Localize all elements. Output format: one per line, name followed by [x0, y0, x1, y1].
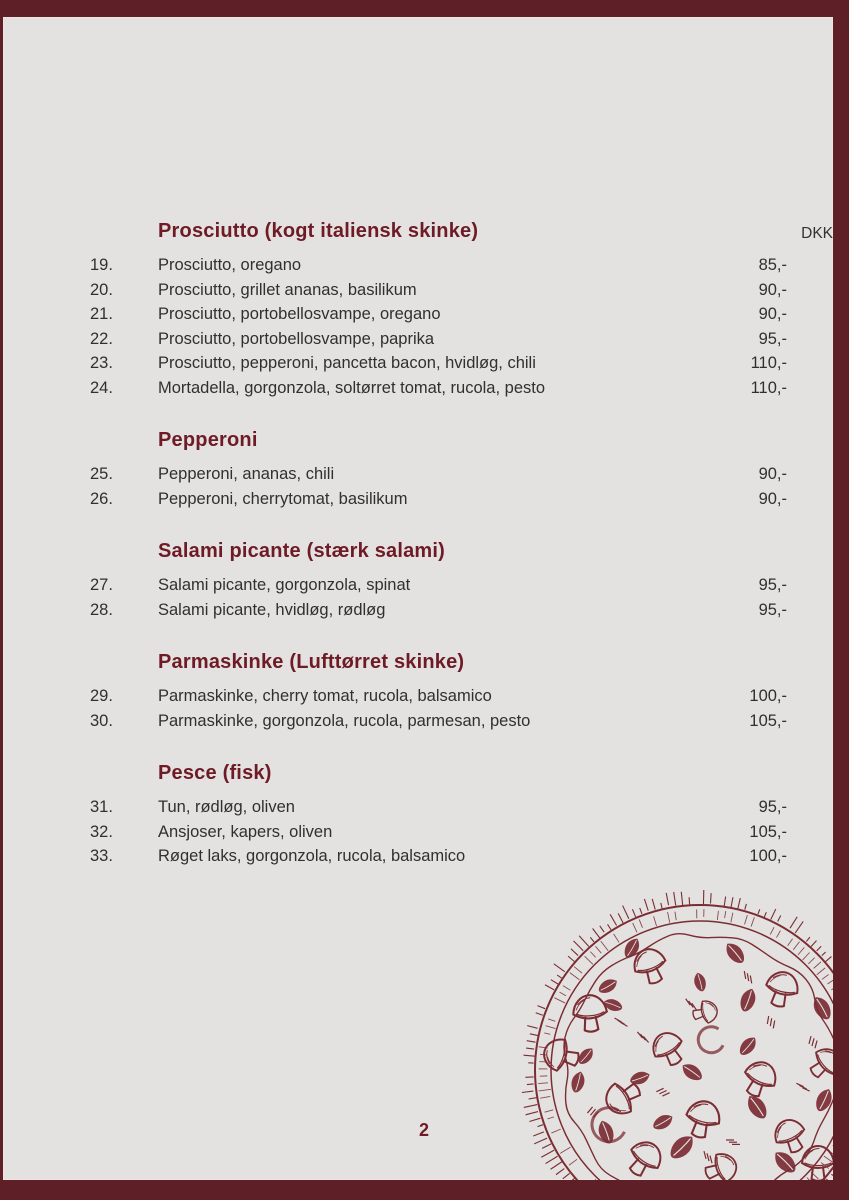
texture-hatch: [587, 1107, 592, 1113]
texture-hatch: [809, 1036, 811, 1044]
crust-hatch-stroke: [590, 952, 595, 958]
crust-fringe-stroke: [764, 912, 766, 917]
menu-item-row: [90, 709, 787, 734]
crust-fringe-stroke: [533, 1132, 544, 1136]
item-number: 19.: [90, 256, 113, 274]
crust-fringe-stroke: [522, 1091, 533, 1092]
menu-item-row: [90, 302, 787, 327]
crust-hatch-stroke: [585, 956, 593, 964]
crust-hatch-stroke: [574, 967, 582, 974]
texture-hatch: [662, 1093, 669, 1096]
crust-fringe-stroke: [771, 909, 776, 920]
item-price: 90,-: [758, 465, 787, 483]
pizza-illustration: [513, 890, 833, 1180]
section-title: Salami picante (stærk salami): [158, 540, 446, 562]
texture-hatch: [659, 1091, 666, 1094]
crust-hatch-stroke: [788, 939, 793, 946]
crust-hatch-stroke: [560, 992, 566, 996]
crust-hatch-stroke: [601, 941, 608, 951]
mushroom-shape: [690, 998, 719, 1026]
item-price: 110,-: [750, 378, 787, 397]
crust-fringe-stroke: [674, 892, 676, 905]
crust-hatch-stroke: [570, 973, 580, 980]
item-number: 27.: [90, 576, 113, 594]
crust-fringe-stroke: [822, 952, 826, 956]
crust-hatch-stroke: [633, 923, 637, 932]
crust-fringe-stroke: [537, 1006, 545, 1009]
currency-label: DKK: [801, 225, 833, 242]
menu-item-row: [90, 844, 787, 869]
crust-hatch-stroke: [560, 1147, 570, 1153]
crust-hatch-stroke: [538, 1083, 548, 1084]
item-number: 26.: [90, 489, 113, 508]
texture-hatch: [747, 973, 748, 981]
mushroom-shape: [770, 1115, 812, 1158]
item-number: 25.: [90, 465, 113, 483]
texture-hatch: [750, 975, 751, 983]
item-number: 31.: [90, 798, 113, 816]
sauce-edge-path: [564, 934, 833, 1180]
crust-fringe-stroke: [608, 924, 612, 930]
texture-hatch: [812, 1038, 814, 1046]
crust-fringe-stroke: [610, 914, 616, 925]
item-price: 105,-: [749, 711, 787, 730]
crust-hatch-stroke: [569, 1159, 577, 1165]
crust-fringe-stroke: [526, 1048, 534, 1049]
page-number: 2: [418, 1120, 430, 1140]
menu-section: [90, 652, 787, 733]
texture-hatch: [656, 1088, 663, 1091]
menu-section: [90, 430, 787, 511]
crust-fringe-stroke: [546, 1156, 558, 1163]
item-name: Mortadella, gorgonzola, soltørret tomat, rucola, pesto: [158, 378, 546, 397]
crust-fringe-stroke: [666, 893, 668, 905]
crust-fringe-stroke: [537, 1125, 542, 1127]
basil-leaf-shape: [737, 986, 758, 1013]
item-number: 30.: [90, 711, 113, 730]
crust-hatch-stroke: [539, 1089, 551, 1091]
menu-item-row: [90, 573, 787, 598]
basil-leaf-shape: [722, 939, 748, 966]
item-name: Røget laks, gorgonzola, rucola, balsamico: [158, 847, 466, 865]
crust-fringe-stroke: [541, 1150, 554, 1157]
crust-fringe-stroke: [623, 906, 629, 919]
menu-item-row: [90, 327, 787, 352]
menu-section: [90, 763, 787, 869]
menu-item-row: [90, 820, 787, 845]
crust-fringe-stroke: [652, 899, 655, 910]
crust-fringe-stroke: [640, 908, 642, 914]
crust-fringe-stroke: [811, 941, 816, 947]
item-price: 85,-: [758, 256, 787, 274]
crust-fringe-stroke: [524, 1105, 538, 1108]
mushroom-shape: [762, 968, 802, 1010]
crust-fringe-stroke: [731, 897, 733, 907]
item-name: Salami picante, gorgonzola, spinat: [158, 576, 411, 594]
crust-fringe-stroke: [831, 1174, 833, 1180]
crust-fringe-stroke: [536, 1013, 543, 1015]
basil-leaf-shape: [679, 1060, 705, 1084]
crust-fringe-stroke: [795, 921, 803, 933]
crust-fringe-stroke: [593, 929, 600, 939]
crust-hatch-stroke: [803, 952, 810, 960]
crust-hatch-stroke: [588, 1179, 596, 1180]
crust-fringe-stroke: [745, 904, 747, 910]
crust-fringe-stroke: [527, 1026, 537, 1029]
item-name: Tun, rødløg, oliven: [158, 798, 295, 816]
item-number: 24.: [90, 378, 113, 397]
item-number: 32.: [90, 822, 113, 841]
crust-fringe-stroke: [571, 949, 578, 956]
mushroom-shape: [804, 1043, 833, 1085]
crust-fringe-stroke: [530, 1034, 538, 1036]
crust-hatch-stroke: [614, 934, 619, 943]
crust-hatch-stroke: [822, 975, 829, 980]
crust-hatch-stroke: [745, 915, 748, 924]
crust-fringe-stroke: [570, 1178, 574, 1180]
crust-fringe-stroke: [790, 917, 797, 928]
item-price: 95,-: [758, 329, 787, 348]
item-number: 22.: [90, 329, 113, 348]
mushroom-shape: [738, 1057, 782, 1102]
crust-fringe-stroke: [590, 937, 594, 942]
item-price: 105,-: [749, 822, 787, 841]
crust-fringe-stroke: [661, 903, 662, 909]
texture-hatch: [815, 1041, 817, 1049]
item-name: Ansjoser, kapers, oliven: [158, 822, 333, 841]
crust-fringe-stroke: [568, 956, 574, 962]
crust-fringe-stroke: [551, 980, 559, 985]
item-price: 95,-: [758, 576, 787, 594]
crust-fringe-stroke: [551, 1162, 563, 1170]
texture-hatch: [707, 1153, 709, 1161]
texture-hatch: [621, 1022, 628, 1026]
menu-item-row: [90, 795, 787, 820]
menu-item-row: [90, 598, 787, 623]
crust-fringe-stroke: [526, 1112, 538, 1115]
crust-fringe-stroke: [826, 1179, 833, 1180]
menu-item-row: [90, 462, 787, 487]
crust-hatch-stroke: [563, 986, 571, 991]
item-name: Prosciutto, portobellosvampe, paprika: [158, 329, 435, 348]
crust-hatch-stroke: [725, 911, 726, 918]
item-name: Prosciutto, oregano: [158, 256, 302, 274]
item-price: 90,-: [758, 305, 787, 323]
section-title: Prosciutto (kogt italiensk skinke): [158, 220, 479, 242]
crust-fringe-stroke: [806, 937, 810, 941]
crust-fringe-stroke: [545, 985, 554, 990]
menu-item-row: [90, 253, 787, 278]
item-name: Prosciutto, pepperoni, pancetta bacon, hvidløg, chili: [158, 354, 536, 372]
crust-fringe-stroke: [710, 893, 711, 903]
menu-sections: [90, 221, 787, 869]
crust-hatch-stroke: [831, 985, 833, 989]
crust-hatch-stroke: [595, 946, 601, 953]
item-price: 110,-: [750, 354, 787, 372]
crust-hatch-stroke: [770, 927, 774, 934]
section-title: Pepperoni: [158, 429, 258, 451]
crust-fringe-stroke: [825, 957, 831, 962]
crust-fringe-stroke: [556, 1169, 564, 1175]
texture-hatch: [704, 1151, 706, 1159]
menu-item-row: [90, 684, 787, 709]
menu-page: [3, 17, 833, 1180]
crust-fringe-stroke: [817, 946, 822, 951]
crust-fringe-stroke: [579, 936, 589, 947]
item-name: Prosciutto, portobellosvampe, oregano: [158, 305, 441, 323]
crust-hatch-stroke: [639, 919, 642, 927]
crust-fringe-stroke: [523, 1055, 535, 1056]
crust-hatch-stroke: [814, 962, 821, 968]
crust-hatch-stroke: [675, 912, 676, 920]
menu-item-row: [90, 278, 787, 303]
basil-leaf-shape: [602, 996, 624, 1013]
basil-leaf-shape: [596, 976, 620, 996]
item-number: 29.: [90, 687, 113, 705]
mushroom-shape: [647, 1027, 690, 1071]
crust-hatch-stroke: [546, 1026, 556, 1029]
menu-item-row: [90, 376, 787, 401]
crust-hatch-stroke: [668, 912, 670, 923]
item-price: 100,-: [749, 687, 787, 705]
crust-hatch-stroke: [717, 911, 718, 920]
crust-fringe-stroke: [542, 1144, 551, 1148]
item-name: Parmaskinke, gorgonzola, rucola, parmesan, pesto: [158, 711, 531, 730]
basil-leaf-shape: [569, 1070, 587, 1094]
crust-hatch-stroke: [793, 942, 799, 950]
menu-section: [90, 221, 787, 400]
item-number: 33.: [90, 847, 113, 865]
crust-fringe-stroke: [644, 899, 648, 911]
item-name: Parmaskinke, cherry tomat, rucola, balsamico: [158, 687, 492, 705]
item-name: Pepperoni, cherrytomat, basilikum: [158, 489, 408, 508]
texture-hatch: [770, 1018, 771, 1026]
crust-hatch-stroke: [551, 1129, 560, 1133]
section-title: Parmaskinke (Lufttørret skinke): [158, 651, 465, 673]
crust-fringe-stroke: [527, 1084, 534, 1085]
crust-hatch-stroke: [548, 1117, 554, 1119]
crust-fringe-stroke: [563, 1173, 570, 1178]
crust-hatch-stroke: [776, 931, 780, 938]
mushroom-shape: [682, 1097, 724, 1141]
item-price: 95,-: [758, 600, 787, 619]
crust-fringe-stroke: [574, 941, 584, 951]
texture-hatch: [773, 1020, 774, 1028]
crust-hatch-stroke: [808, 958, 814, 964]
crust-fringe-stroke: [529, 1098, 538, 1099]
crust-fringe-stroke: [618, 913, 623, 923]
item-price: 95,-: [758, 798, 787, 816]
texture-hatch: [767, 1016, 768, 1024]
crust-fringe-stroke: [554, 964, 565, 972]
crust-fringe-stroke: [632, 909, 635, 917]
item-number: 20.: [90, 280, 113, 299]
basil-leaf-shape: [736, 1034, 759, 1059]
crust-hatch-stroke: [751, 917, 754, 926]
crust-fringe-stroke: [681, 892, 682, 906]
item-name: Salami picante, hvidløg, rødløg: [158, 600, 386, 619]
menu-section: [90, 541, 787, 622]
crust-fringe-stroke: [529, 1118, 540, 1121]
crust-fringe-stroke: [527, 1041, 536, 1042]
crust-hatch-stroke: [817, 968, 825, 975]
texture-hatch: [744, 971, 745, 979]
onion-ring-shape: [698, 1027, 723, 1053]
item-name: Prosciutto, grillet ananas, basilikum: [158, 280, 417, 299]
crust-fringe-stroke: [724, 897, 725, 907]
basil-leaf-shape: [813, 1086, 833, 1114]
crust-fringe-stroke: [600, 926, 604, 932]
basil-leaf-shape: [692, 971, 708, 992]
crust-fringe-stroke: [534, 1138, 547, 1144]
menu-item-row: [90, 351, 787, 376]
crust-hatch-stroke: [540, 1096, 550, 1098]
item-number: 21.: [90, 305, 113, 323]
item-price: 90,-: [758, 489, 787, 508]
crust-fringe-stroke: [557, 975, 561, 978]
crust-hatch-stroke: [654, 916, 657, 926]
item-number: 23.: [90, 354, 113, 372]
crust-hatch-stroke: [548, 1019, 555, 1021]
basil-leaf-shape: [651, 1111, 676, 1133]
crust-hatch-stroke: [731, 913, 733, 923]
crust-hatch-stroke: [827, 979, 833, 984]
item-name: Pepperoni, ananas, chili: [158, 465, 335, 483]
crust-fringe-stroke: [738, 898, 740, 909]
item-price: 100,-: [749, 847, 787, 865]
section-title: Pesce (fisk): [158, 762, 272, 784]
crust-hatch-stroke: [545, 1110, 554, 1112]
texture-hatch: [710, 1156, 712, 1164]
item-number: 28.: [90, 600, 113, 619]
crust-fringe-stroke: [778, 916, 781, 922]
crust-hatch-stroke: [554, 998, 565, 1003]
menu-item-row: [90, 487, 787, 512]
item-price: 90,-: [758, 280, 787, 299]
mushroom-shape: [621, 1136, 667, 1180]
crust-fringe-stroke: [758, 909, 760, 914]
crust-hatch-stroke: [798, 947, 804, 954]
crust-hatch-stroke: [544, 1033, 550, 1034]
